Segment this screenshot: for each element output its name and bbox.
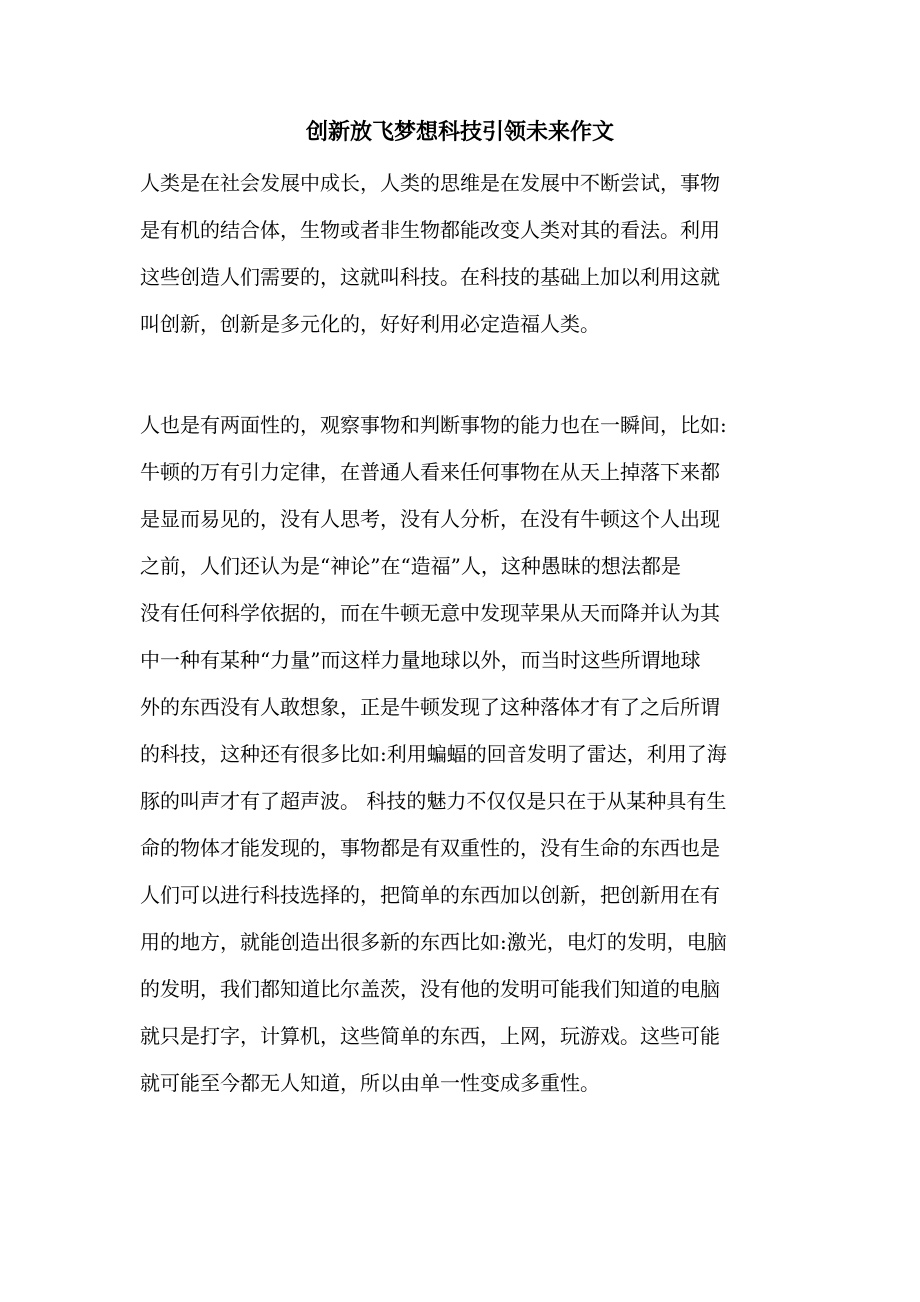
paragraph-line: 中一种有某种“力量”而这样力量地球以外，而当时这些所谓地球 [140,648,701,672]
paragraph-line: 就可能至今都无人知道，所以由单一性变成多重性。 [140,1071,600,1095]
paragraph-line: 叫创新，创新是多元化的，好好利用必定造福人类。 [140,312,600,336]
paragraph-line: 命的物体才能发现的，事物都是有双重性的，没有生命的东西也是 [140,836,720,860]
paragraph-line: 的发明，我们都知道比尔盖茨，没有他的发明可能我们知道的电脑 [140,977,720,1001]
paragraph-line: 是显而易见的，没有人思考，没有人分析，在没有牛顿这个人出现 [140,507,720,531]
paragraph-line: 豚的叫声才有了超声波。 科技的魅力不仅仅是只在于从某种具有生 [140,789,727,813]
paragraph-line: 外的东西没有人敢想象，正是牛顿发现了这种落体才有了之后所谓 [140,695,720,719]
paragraph-line: 人们可以进行科技选择的，把简单的东西加以创新，把创新用在有 [140,883,720,907]
paragraph-1 [140,160,780,348]
paragraph-line: 的科技，这种还有很多比如:利用蝙蝠的回音发明了雷达，利用了海 [140,742,727,766]
paragraph-line: 没有任何科学依据的，而在牛顿无意中发现苹果从天而降并认为其 [140,601,720,625]
paragraph-2 [140,402,780,1107]
paragraph-line: 之前，人们还认为是“神论”在“造福”人，这种愚昧的想法都是 [140,554,681,578]
paragraph-line: 用的地方，就能创造出很多新的东西比如:激光，电灯的发明，电脑 [140,930,727,954]
paragraph-line: 人类是在社会发展中成长，人类的思维是在发展中不断尝试，事物 [140,171,720,195]
document-title: 创新放飞梦想科技引领未来作文 [305,120,614,145]
paragraph-line: 这些创造人们需要的，这就叫科技。在科技的基础上加以利用这就 [140,265,720,289]
paragraph-line: 就只是打字，计算机，这些简单的东西，上网，玩游戏。这些可能 [140,1024,720,1048]
paragraph-line: 人也是有两面性的，观察事物和判断事物的能力也在一瞬间，比如: [140,413,727,437]
paragraph-line: 牛顿的万有引力定律，在普通人看来任何事物在从天上掉落下来都 [140,460,720,484]
paragraph-line: 是有机的结合体，生物或者非生物都能改变人类对其的看法。利用 [140,218,720,242]
